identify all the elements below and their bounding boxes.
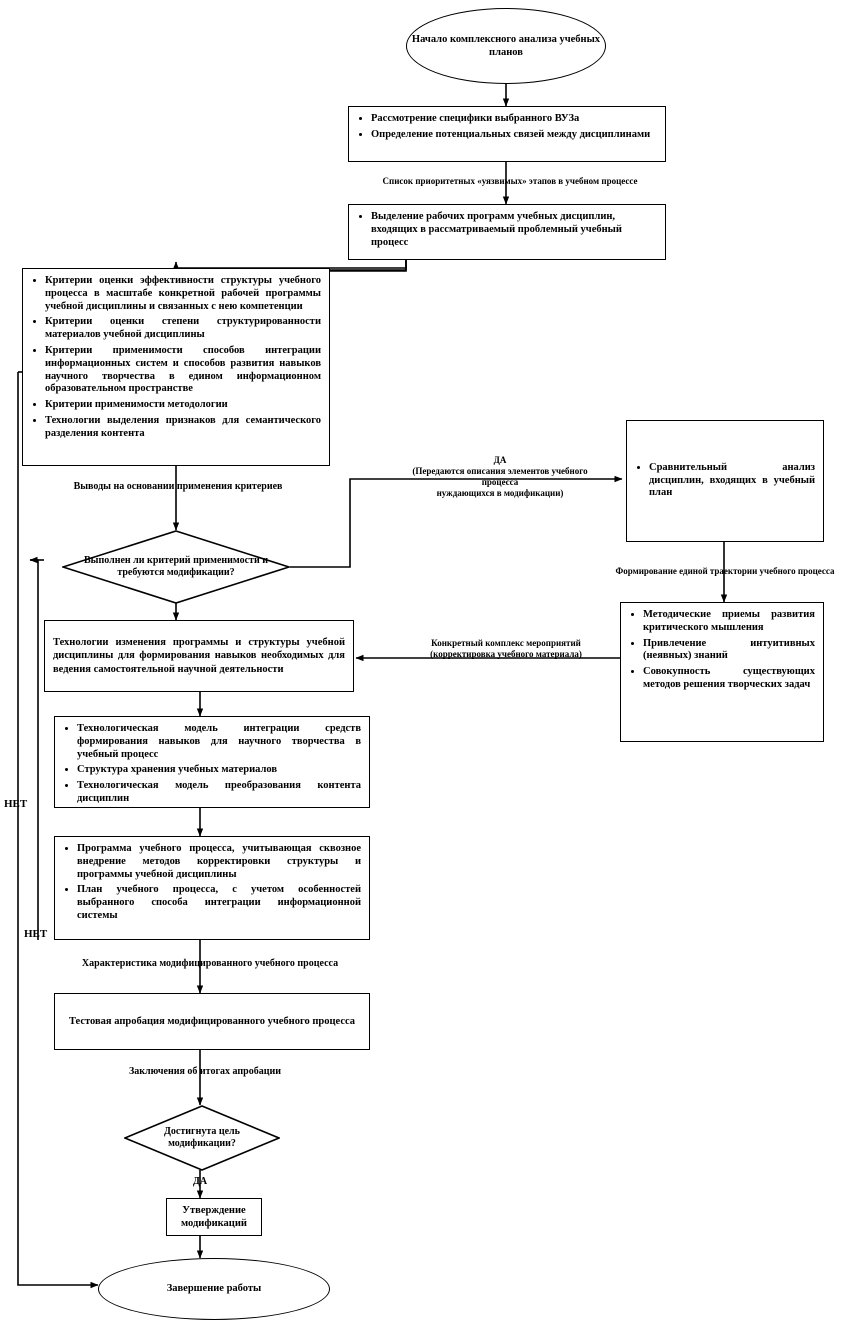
- criteria-list: [31, 275, 321, 441]
- yes-label-line2: (Передаются описания элементов учебного процесса: [412, 465, 588, 487]
- decision-goal: [124, 1105, 280, 1171]
- list-item: • Технологическая модель преобразования контента дисциплин: [77, 780, 361, 806]
- program-plan-box: [54, 836, 370, 940]
- decision-applicability: [62, 530, 290, 604]
- list-item: • Технологическая модель интеграции средств формирования навыков для научного творчества в учебный процесс: [77, 723, 361, 761]
- testing-text: Тестовая апробация модифицированного учебного процесса: [68, 1015, 356, 1027]
- edge-label-complex-measures: [398, 638, 614, 660]
- edge-label-conclusion-results: Заключения об итогах апробации: [129, 1066, 281, 1077]
- yes-label-line3: нуждающихся в модификации): [436, 487, 564, 498]
- start-terminator: [406, 8, 606, 84]
- technological-model-box: [54, 716, 370, 808]
- programs-list: [357, 211, 657, 249]
- list-item: • Совокупность существующих методов решения творческих задач: [643, 666, 815, 692]
- methods-box: [620, 602, 824, 742]
- start-label: Начало комплексного анализа учебных планов: [411, 33, 601, 58]
- yes-label-line1: ДА: [493, 455, 507, 465]
- list-item: • План учебного процесса, с учетом особенностей выбранного способа интеграции информационной системы: [77, 884, 361, 922]
- approve-text: Утверждение модификаций: [181, 1204, 247, 1229]
- technological-model-list: [63, 723, 361, 806]
- comparative-analysis-box: [626, 420, 824, 542]
- list-item: • Определение потенциальных связей между дисциплинами: [371, 129, 657, 142]
- program-plan-list: [63, 843, 361, 923]
- list-item: • Критерии применимости методологии: [45, 399, 321, 412]
- specifics-list: [357, 113, 657, 142]
- testing-box: [54, 993, 370, 1050]
- list-item: • Критерии применимости способов интеграции информационных систем и способов развития навыков научного творчества в едином информационном образовательном пространстве: [45, 345, 321, 396]
- decision-applicability-label: Выполнен ли критерий применимости и требуются модификации?: [84, 554, 268, 578]
- programs-box: [348, 204, 666, 260]
- list-item: • Выделение рабочих программ учебных дисциплин, входящих в рассматриваемый проблемный учебный процесс: [371, 211, 657, 249]
- list-item: • Методические приемы развития критического мышления: [643, 609, 815, 635]
- list-item: • Программа учебного процесса, учитывающая сквозное внедрение методов корректировки структуры и программы учебной дисциплины: [77, 843, 361, 881]
- complex-measures-line1: Конкретный комплекс мероприятий: [431, 638, 581, 648]
- edge-label-priority-list: Список приоритетных «уязвимых» этапов в учебном процессе: [382, 176, 638, 186]
- edge-label-no-2: НЕТ: [24, 928, 48, 940]
- specifics-box: [348, 106, 666, 162]
- edge-label-no-1: НЕТ: [4, 798, 28, 810]
- decision-goal-label: Достигнута цель модификации?: [164, 1125, 240, 1149]
- edge-label-single-trajectory: Формирование единой траектории учебного процесса: [615, 566, 835, 576]
- end-label: Завершение работы: [166, 1283, 262, 1295]
- end-terminator: [98, 1258, 330, 1320]
- edge-label-yes-final: ДА: [192, 1176, 208, 1187]
- list-item: • Критерии оценки эффективности структуры учебного процесса в масштабе конкретной рабочей программы учебной дисциплины и связанных с нею компетенции: [45, 275, 321, 313]
- list-item: • Сравнительный анализ дисциплин, входящих в учебный план: [649, 462, 815, 500]
- edge-label-conclusions: Выводы на основании применения критериев: [73, 481, 283, 492]
- edge-label-characteristic: Характеристика модифицированного учебного процесса: [81, 958, 339, 969]
- approve-box: [166, 1198, 262, 1236]
- list-item: • Технологии выделения признаков для семантического разделения контента: [45, 415, 321, 441]
- change-technology-text: Технологии изменения программы и структуры учебной дисциплины для формирования навыков необходимых для ведения самостоятельной научной деятельности: [53, 637, 345, 675]
- change-technology-box: [44, 620, 354, 692]
- list-item: • Структура хранения учебных материалов: [77, 764, 361, 777]
- methods-list: [629, 609, 815, 692]
- list-item: • Привлечение интуитивных (неявных) знаний: [643, 638, 815, 664]
- complex-measures-line2: (корректировка учебного материала): [430, 648, 582, 659]
- list-item: • Рассмотрение специфики выбранного ВУЗа: [371, 113, 657, 126]
- comparative-list: [635, 462, 815, 500]
- edge-label-yes-transfer: [400, 455, 600, 499]
- list-item: • Критерии оценки степени структурированности материалов учебной дисциплины: [45, 316, 321, 342]
- criteria-box: [22, 268, 330, 466]
